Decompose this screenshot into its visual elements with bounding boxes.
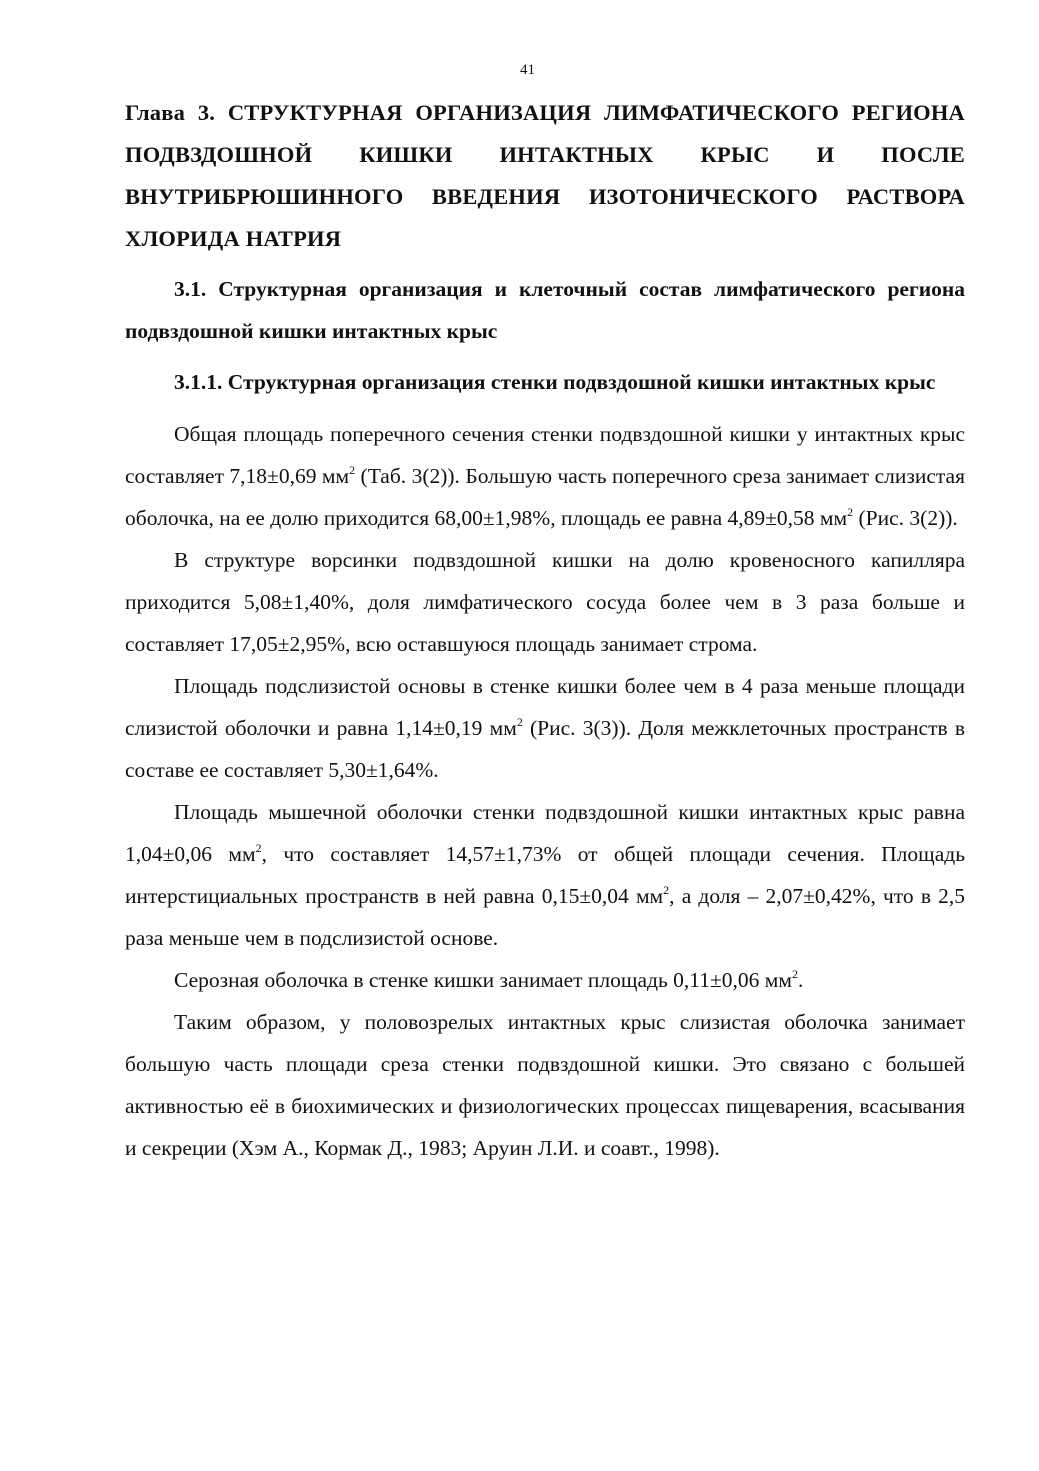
- paragraph-conclusion: Таким образом, у половозрелых интактных крыс слизистая оболочка занимает большую часть площади среза стенки подвздошной кишки. Это связано с большей активностью её в биохимических и физиологических процессах пищеварения, всасывания и секреции (Хэм А., Кормак Д., 1983; Аруин Л.И. и соавт., 1998).: [125, 1010, 965, 1160]
- chapter-title: Глава 3. СТРУКТУРНАЯ ОРГАНИЗАЦИЯ ЛИМФАТИЧЕСКОГО РЕГИОНА ПОДВЗДОШНОЙ КИШКИ ИНТАКТНЫХ КРЫС И ПОСЛЕ ВНУТРИБРЮШИННОГО ВВЕДЕНИЯ ИЗОТОНИЧЕСКОГО РАСТВОРА ХЛОРИДА НАТРИЯ: [125, 100, 965, 251]
- paragraph-text: Общая площадь поперечного сечения стенки подвздошной кишки у интактных крыс составляет 7,18±0,69 мм: [125, 422, 965, 488]
- superscript: 2: [791, 967, 798, 981]
- superscript: 2: [255, 841, 262, 855]
- paragraph-text: .: [797, 968, 804, 992]
- superscript: 2: [847, 505, 854, 519]
- superscript: 2: [663, 883, 670, 897]
- paragraph-text: , а доля – 2,07±0,42%, что в 2,5 раза меньше чем в подслизистой основе.: [125, 884, 966, 950]
- paragraph-text: Серозная оболочка в стенке кишки занимает площадь 0,11±0,06 мм: [174, 968, 792, 992]
- paragraph-villus-structure: В структуре ворсинки подвздошной кишки на долю кровеносного капилляра приходится 5,08±1,40%, доля лимфатического сосуда более чем в 3 раза больше и составляет 17,05±2,95%, всю оставшуюся площадь занимает строма.: [125, 548, 965, 656]
- paragraph-text: Площадь мышечной оболочки стенки подвздошной кишки интактных крыс равна 1,04±0,06 мм: [125, 800, 965, 866]
- document-body: [125, 92, 965, 1169]
- paragraph-serosa: [125, 959, 965, 1001]
- paragraph-muscular-layer: [125, 791, 965, 959]
- subsection-title: 3.1.1. Структурная организация стенки подвздошной кишки интактных крыс: [174, 370, 936, 394]
- section-title: 3.1. Структурная организация и клеточный состав лимфатического региона подвздошной кишки интактных крыс: [125, 277, 965, 343]
- paragraph-text: Площадь подслизистой основы в стенке кишки более чем в 4 раза меньше площади слизистой оболочки и равна 1,14±0,19 мм: [125, 674, 965, 740]
- paragraph-text: (Рис. 3(2)).: [853, 506, 958, 530]
- paragraph-text: (Таб. 3(2)). Большую часть поперечного среза занимает слизистая оболочка, на ее долю приходится 68,00±1,98%, площадь ее равна 4,89±0,58 мм: [125, 464, 965, 530]
- paragraph-text: (Рис. 3(3)). Доля межклеточных пространств в составе ее составляет 5,30±1,64%.: [125, 716, 965, 782]
- superscript: 2: [516, 715, 523, 729]
- page-number: 41: [520, 62, 535, 78]
- paragraph-submucosa: [125, 665, 965, 791]
- paragraph-text: , что составляет 14,57±1,73% от общей площади сечения. Площадь интерстициальных пространств в ней равна 0,15±0,04 мм: [125, 842, 966, 908]
- paragraph-cross-section-area: [125, 413, 965, 539]
- superscript: 2: [349, 463, 356, 477]
